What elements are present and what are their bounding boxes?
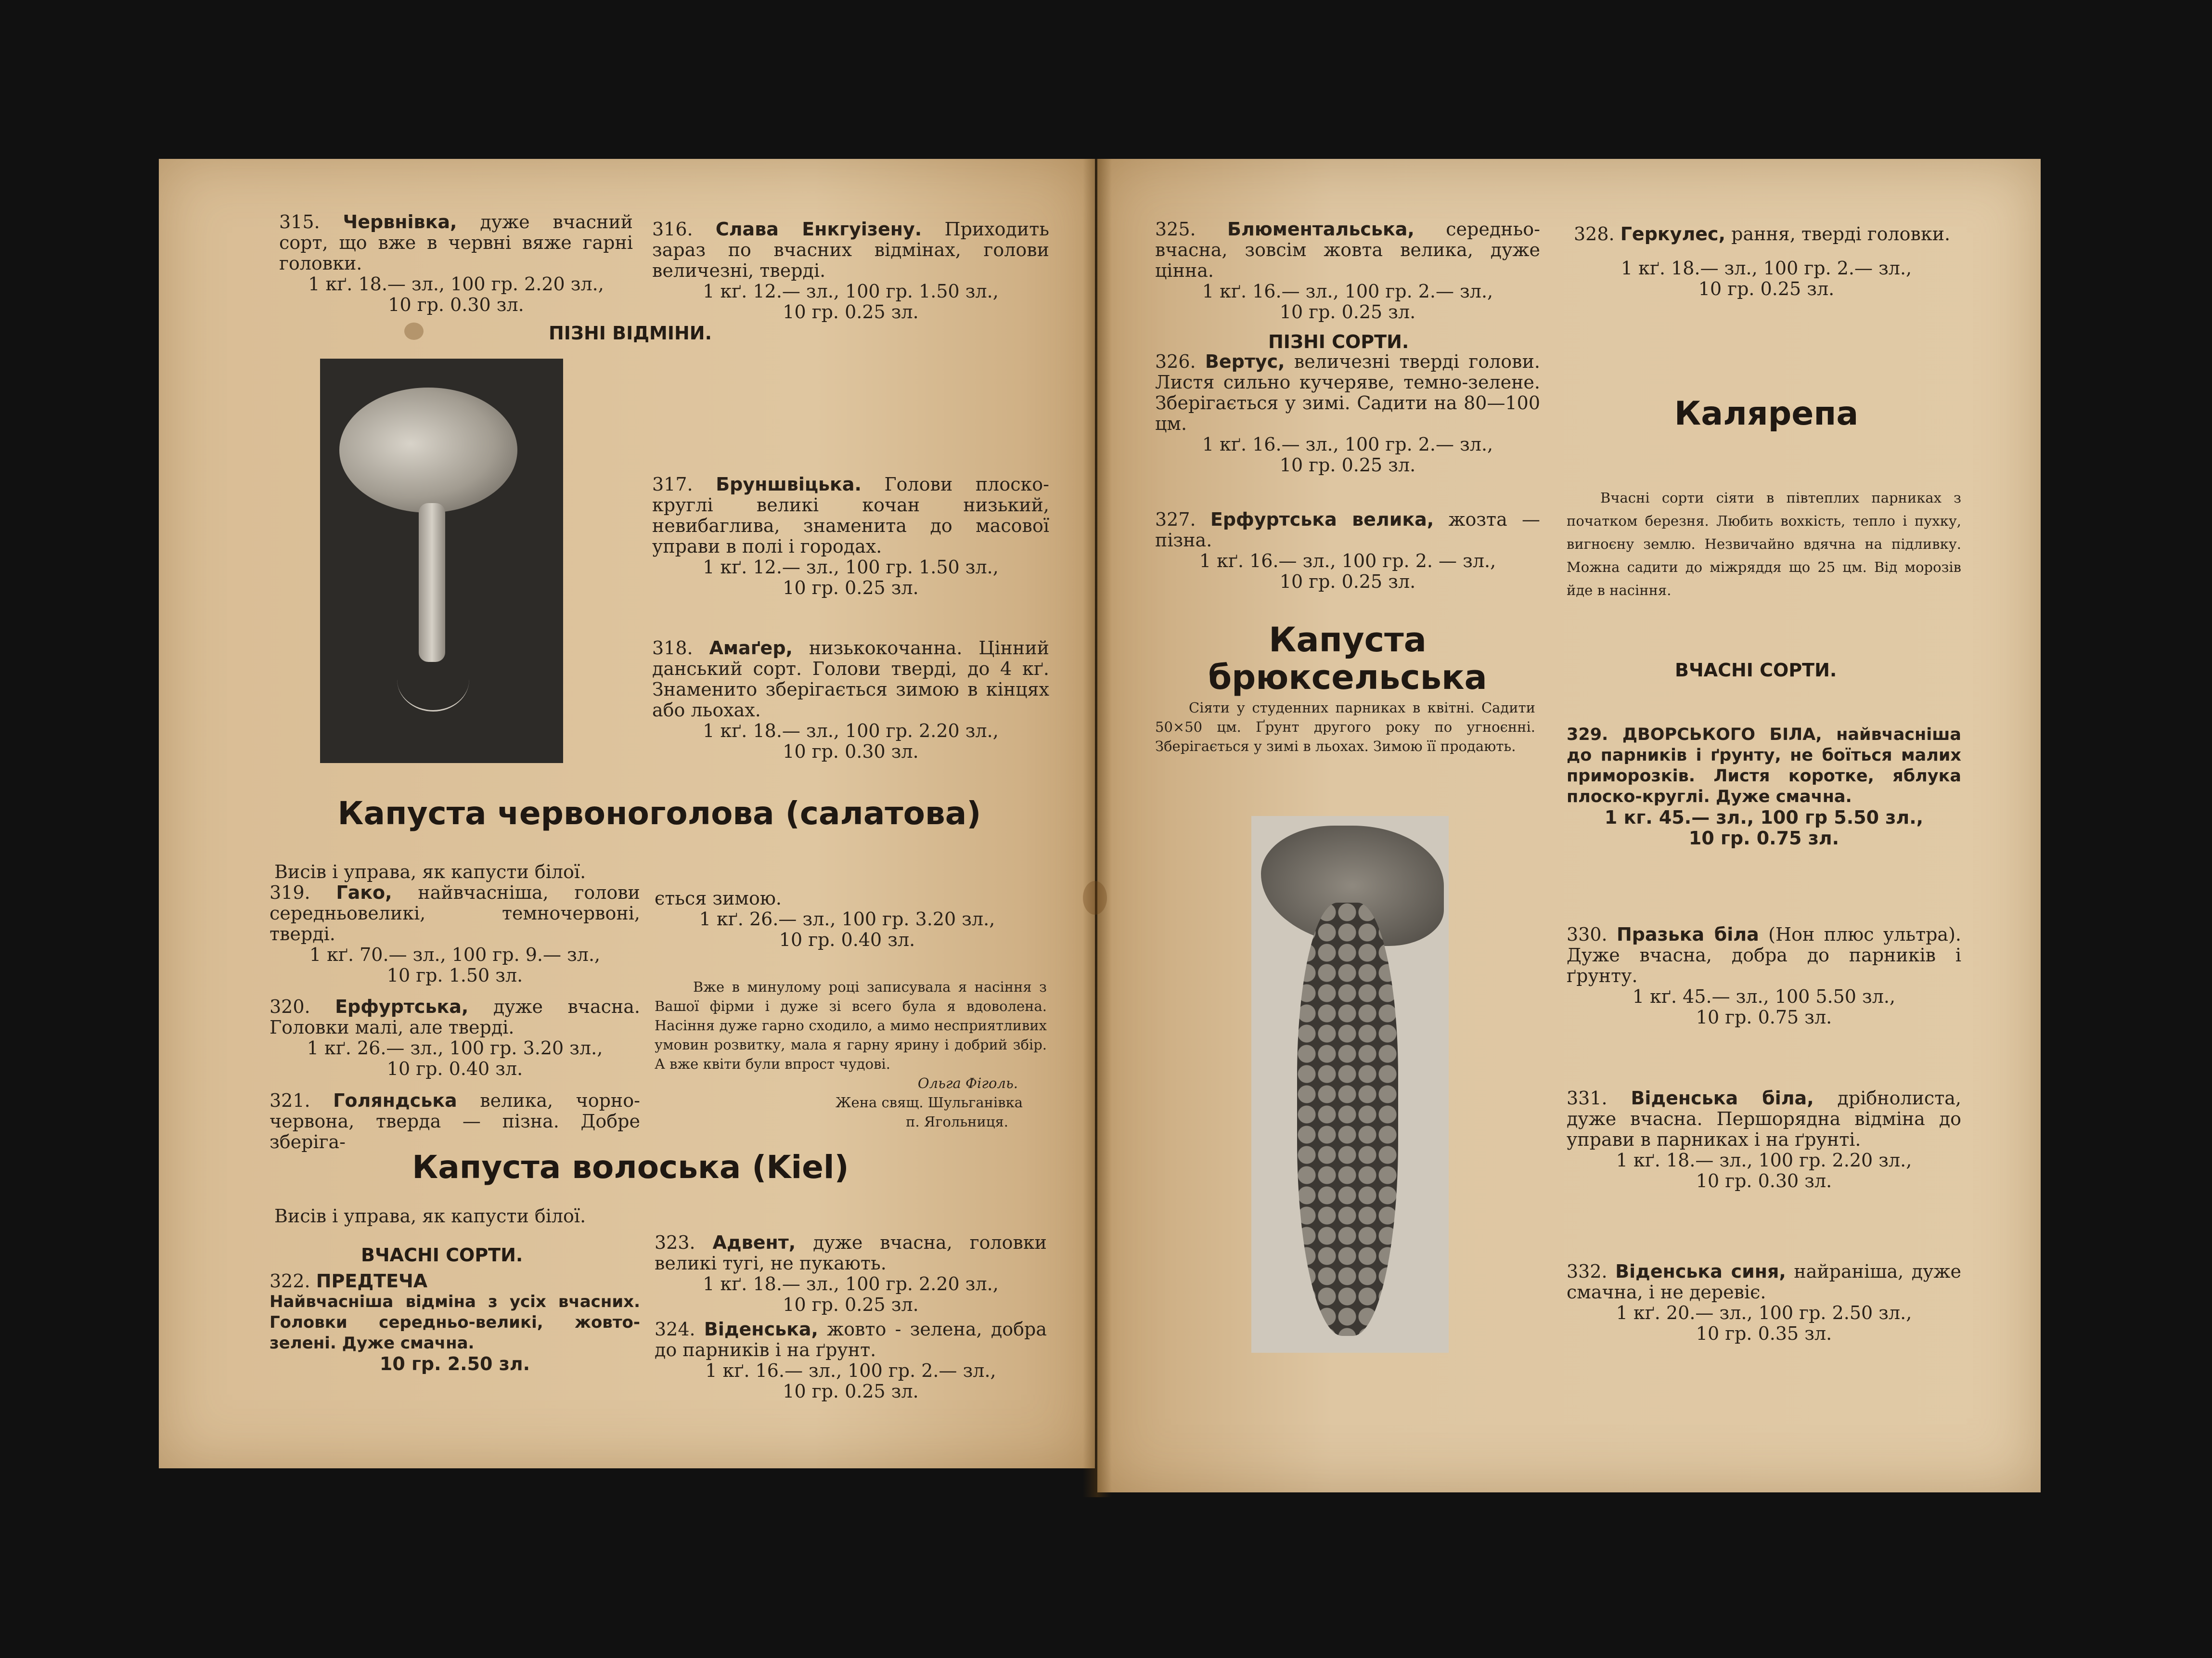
brussels-intro: Сіяти у студенних парниках в квітні. Садити 50×50 цм. Ґрунт другого року по угноєнні. Зберігається у зимі в льохах. Зимою її продають. — [1155, 699, 1535, 754]
entry-328: 328. Геркулес, рання, тверді головки. 1 кґ. 18.— зл., 100 гр. 2.— зл., 10 гр. 0.25 зл. — [1574, 223, 1951, 299]
cabbage-photo — [320, 359, 563, 763]
entry-316: 316. Слава Енкгуізену. Приходить зараз по вчасних відмінах, голови величезні, тверді. 1 кґ. 12.— зл., 100 гр. 1.50 зл., 10 гр. 0.25 зл. — [652, 219, 1049, 323]
entry-322: 322. ПРЕДТЕЧА Найвчасніша відміна з усіх вчасних. Головки середньо-великі, жовто-зелені. Дуже смачна. 10 гр. 2.50 зл. — [270, 1270, 640, 1374]
savoy-cabbage-title: Капуста волоська (Kiel) — [412, 1149, 849, 1186]
kohlrabi-intro: Вчасні сорти сіяти в півтеплих парниках з початком березня. Любить вохкість, тепло і пухку, вигноєну землю. Незвичайно вдячна на підливку. Можна садити до міжряддя що 25 цм. Від морозів йде в насіння. — [1567, 490, 1961, 598]
entry-318: 318. Амаґер, низькокочанна. Цінний данський сорт. Голови тверді, до 4 кґ. Знаменито зберігається зимою в кінцях або льохах. 1 кґ. 18.— зл., 100 гр. 2.20 зл., 10 гр. 0.30 зл. — [652, 637, 1049, 762]
entry-323: 323. Адвент, дуже вчасна, головки великі тугі, не пукають. 1 кґ. 18.— зл., 100 гр. 2.20 зл., 10 гр. 0.25 зл. — [655, 1232, 1047, 1315]
entry-326: 326. Вертус, величезні тверді голови. Листя сильно кучеряве, темно-зелене. Зберігається у зимі. Садити на 80—100 цм. 1 кґ. 16.— зл., 100 гр. 2.— зл., 10 гр. 0.25 зл. — [1155, 351, 1540, 476]
entry-315: 315. Червнівка, дуже вчасний сорт, що вже в червні вяже гарні головки. 1 кґ. 18.— зл., 100 гр. 2.20 зл., 10 гр. 0.30 зл. — [279, 211, 633, 315]
entry-321: 321. Голяндська велика, чорно-червона, тверда — пізна. Добре зберіга- — [270, 1090, 640, 1153]
entry-317: 317. Бруншвіцька. Голови плоско-круглі великі кочан низький, невибаглива, знаменита до масової управи в полі і городах. 1 кґ. 12.— зл., 100 гр. 1.50 зл., 10 гр. 0.25 зл. — [652, 474, 1049, 598]
entry-332: 332. Віденська синя, найраніша, дуже смачна, і не деревіє. 1 кґ. 20.— зл., 100 гр. 2.50 зл., 10 гр. 0.35 зл. — [1567, 1261, 1961, 1344]
entry-327: 327. Ерфуртська велика, жозта — пізна. 1 кґ. 16.— зл., 100 гр. 2. — зл., 10 гр. 0.25 зл. — [1155, 509, 1540, 592]
entry-329: 329. ДВОРСЬКОГО БІЛА, найвчасніша до парників і ґрунту, не боїться малих приморозків. Листя коротке, яблука плоско-круглі. Дуже смачна. 1 кг. 45.— зл., 100 гр 5.50 зл., 10 гр. 0.75 зл. — [1567, 725, 1962, 849]
late-varieties-heading-left: ПІЗНІ ВІДМІНИ. — [549, 323, 712, 344]
early-varieties-heading-left: ВЧАСНІ СОРТИ. — [361, 1244, 523, 1266]
entry-325: 325. Блюментальська, середньо-вчасна, зовсім жовта велика, дуже цінна. 1 кґ. 16.— зл., 100 гр. 2.— зл., 10 гр. 0.25 зл. — [1155, 219, 1540, 323]
entry-319: Висів і управа, як капусти білої. 319. Гако, найвчасніша, голови середньовеликі, темночервоні, тверді. 1 кґ. 70.— зл., 100 гр. 9.— зл., 10 гр. 1.50 зл. — [270, 861, 640, 986]
entry-320: 320. Ерфуртська, дуже вчасна. Головки малі, але тверді. 1 кґ. 26.— зл., 100 гр. 3.20 зл., 10 гр. 0.40 зл. — [270, 996, 640, 1079]
paper-stain — [1083, 881, 1107, 915]
book-gutter — [1083, 159, 1112, 1497]
entry-331: 331. Віденська біла, дрібнолиста, дуже вчасна. Першорядна відміна до управи в парниках і на ґрунті. 1 кґ. 18.— зл., 100 гр. 2.20 зл., 10 гр. 0.30 зл. — [1567, 1088, 1961, 1192]
kohlrabi-title: Калярепа — [1674, 395, 1859, 433]
paper-stain — [404, 323, 424, 340]
late-varieties-heading-right: ПІЗНІ СОРТИ. — [1268, 331, 1409, 352]
brussels-sprouts-title: Капуста брюксельська — [1208, 620, 1487, 697]
entry-324: 324. Віденська, жовто - зелена, добра до парників і на ґрунт. 1 кґ. 16.— зл., 100 гр. 2.— зл., 10 гр. 0.25 зл. — [655, 1319, 1047, 1402]
savoy-intro: Висів і управа, як капусти білої. — [274, 1205, 586, 1227]
customer-testimonial: Вже в минулому році записувала я насіння з Вашої фірми і дуже зі всего була я вдоволена. Насіння дуже гарно сходило, а мимо несприятливих умовин розвитку, мала я гарну ярину і добрий збір. А вже квіти були впрост чудові. Ольга Фіголь. Жена свящ. Шульганівка п. Ягольниця. — [655, 979, 1047, 1130]
early-varieties-heading-right: ВЧАСНІ СОРТИ. — [1675, 660, 1837, 681]
red-cabbage-title: Капуста червоноголова (салатова) — [337, 795, 981, 832]
entry-321-continued: ється зимою. 1 кґ. 26.— зл., 100 гр. 3.20 зл., 10 гр. 0.40 зл. — [655, 888, 995, 950]
entry-330: 330. Празька біла (Нон плюс ультра). Дуже вчасна, добра до парників і ґрунту. 1 кґ. 45.— зл., 100 5.50 зл., 10 гр. 0.75 зл. — [1567, 924, 1961, 1028]
brussels-sprouts-photo — [1251, 816, 1449, 1353]
